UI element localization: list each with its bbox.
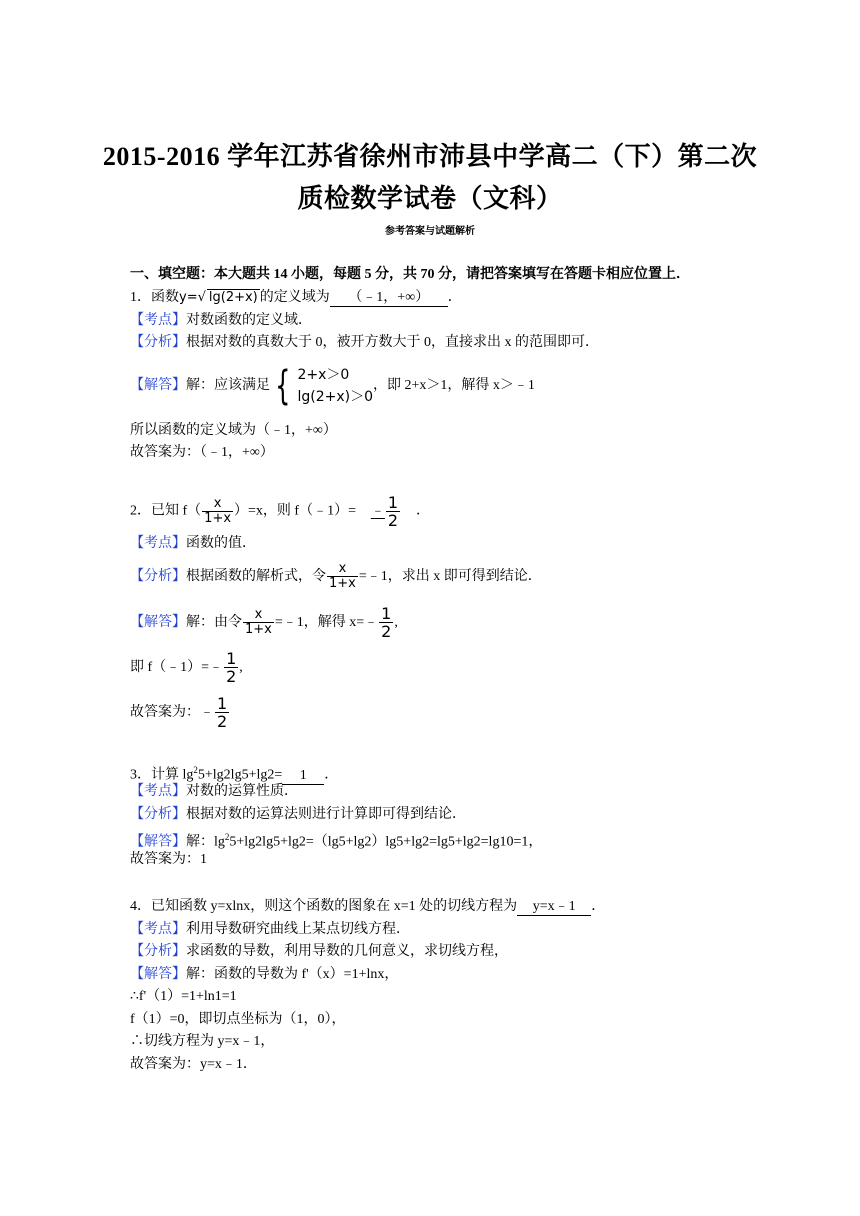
q2-line-2: 故答案为：﹣ $\frac{1}{2}$: [130, 694, 228, 732]
document-title-line1: 2015-2016 学年江苏省徐州市沛县中学高二（下）第二次: [102, 142, 758, 171]
q3-line-1: 故答案为：1: [130, 852, 207, 867]
answer-blank-3: 1: [282, 768, 324, 785]
q4-line-2: f（1）=0，即切点坐标为（1，0），: [130, 1012, 346, 1027]
q2-fenxi: 【分析】根据函数的解析式，令 $\frac{x}{1+x}$ =﹣1，求出 x 即可得到结论．: [130, 561, 542, 592]
q2-kaodian: 【考点】函数的值．: [130, 536, 256, 551]
answer-blank-1: （﹣1，+∞）: [330, 290, 448, 307]
q1-fenxi: 【分析】根据对数的真数大于 0，被开方数大于 0，直接求出 x 的范围即可．: [130, 335, 599, 350]
q1-line-2: 故答案为：（﹣1，+∞）: [130, 445, 274, 460]
inequality-system: { 2+x＞0 lg(2+x)＞0: [275, 362, 373, 409]
answer-blank-2: ﹣ $\frac{1}{2}$: [370, 493, 399, 530]
function-expression: y=√ lg(2+x): [179, 290, 258, 305]
q4-line-4: 故答案为：y=x﹣1．: [130, 1057, 257, 1072]
fraction-x-over-1plusx: $\frac{x}{1+x}$: [204, 496, 232, 526]
question-4-stem: 4．已知函数 y=xlnx，则这个函数的图象在 x=1 处的切线方程为 y=x﹣1 ．: [130, 899, 606, 914]
q2-line-1: 即 f（﹣1）=﹣ $\frac{1}{2}$ ,: [130, 649, 243, 687]
question-1-stem: 1．函数y=√ lg(2+x) 的定义域为 （﹣1，+∞） ．: [130, 290, 462, 305]
question-3-stem: 3．计算 $\lg^25+\lg 2\lg 5+\lg 2= 1$ ．: [130, 765, 339, 783]
q4-line-1: ∴f'（1）=1+ln1=1: [130, 989, 237, 1004]
q3-kaodian: 【考点】对数的运算性质．: [130, 784, 298, 799]
q4-line-3: ∴切线方程为 y=x﹣1，: [130, 1034, 275, 1049]
q4-jieda: 【解答】解：函数的导数为 f'（x）=1+lnx，: [130, 967, 399, 982]
q1-jieda: 【解答】解：应该满足 { 2+x＞0 lg(2+x)＞0 ，即 2+x＞1，解得 x＞﹣1: [130, 362, 535, 409]
q1-kaodian: 【考点】对数函数的定义域．: [130, 313, 312, 328]
section-heading: 一、填空题：本大题共 14 小题，每题 5 分，共 70 分，请把答案填写在答题卡相应位置上．: [130, 267, 690, 282]
question-2-stem: 2．已知 f（ $\frac{x}{1+x}$ ）=x，则 f（﹣1）= ﹣ $\frac{1}{2}$ ．: [130, 493, 430, 530]
q3-jieda: 【解答】解：$\lg^25+\lg 2\lg 5+\lg 2=(\lg 5+\lg 2)\lg 5+\lg 2=\lg 5+\lg 2=\lg 10=1$，: [130, 832, 543, 850]
q4-fenxi: 【分析】求函数的导数，利用导数的几何意义，求切线方程，: [130, 944, 508, 959]
q2-jieda: 【解答】解：由令 $\frac{x}{1+x}$ =﹣1，解得 x=﹣ $\frac{1}{2}$ ,: [130, 604, 398, 642]
q4-kaodian: 【考点】利用导数研究曲线上某点切线方程．: [130, 922, 410, 937]
answer-blank-4: y=x﹣1: [517, 899, 591, 916]
q1-line-1: 所以函数的定义域为（﹣1，+∞）: [130, 423, 337, 438]
q3-fenxi: 【分析】根据对数的运算法则进行计算即可得到结论．: [130, 807, 466, 822]
document-subtitle: 参考答案与试题解析: [385, 226, 475, 237]
document-title-line2: 质检数学试卷（文科）: [297, 184, 563, 213]
